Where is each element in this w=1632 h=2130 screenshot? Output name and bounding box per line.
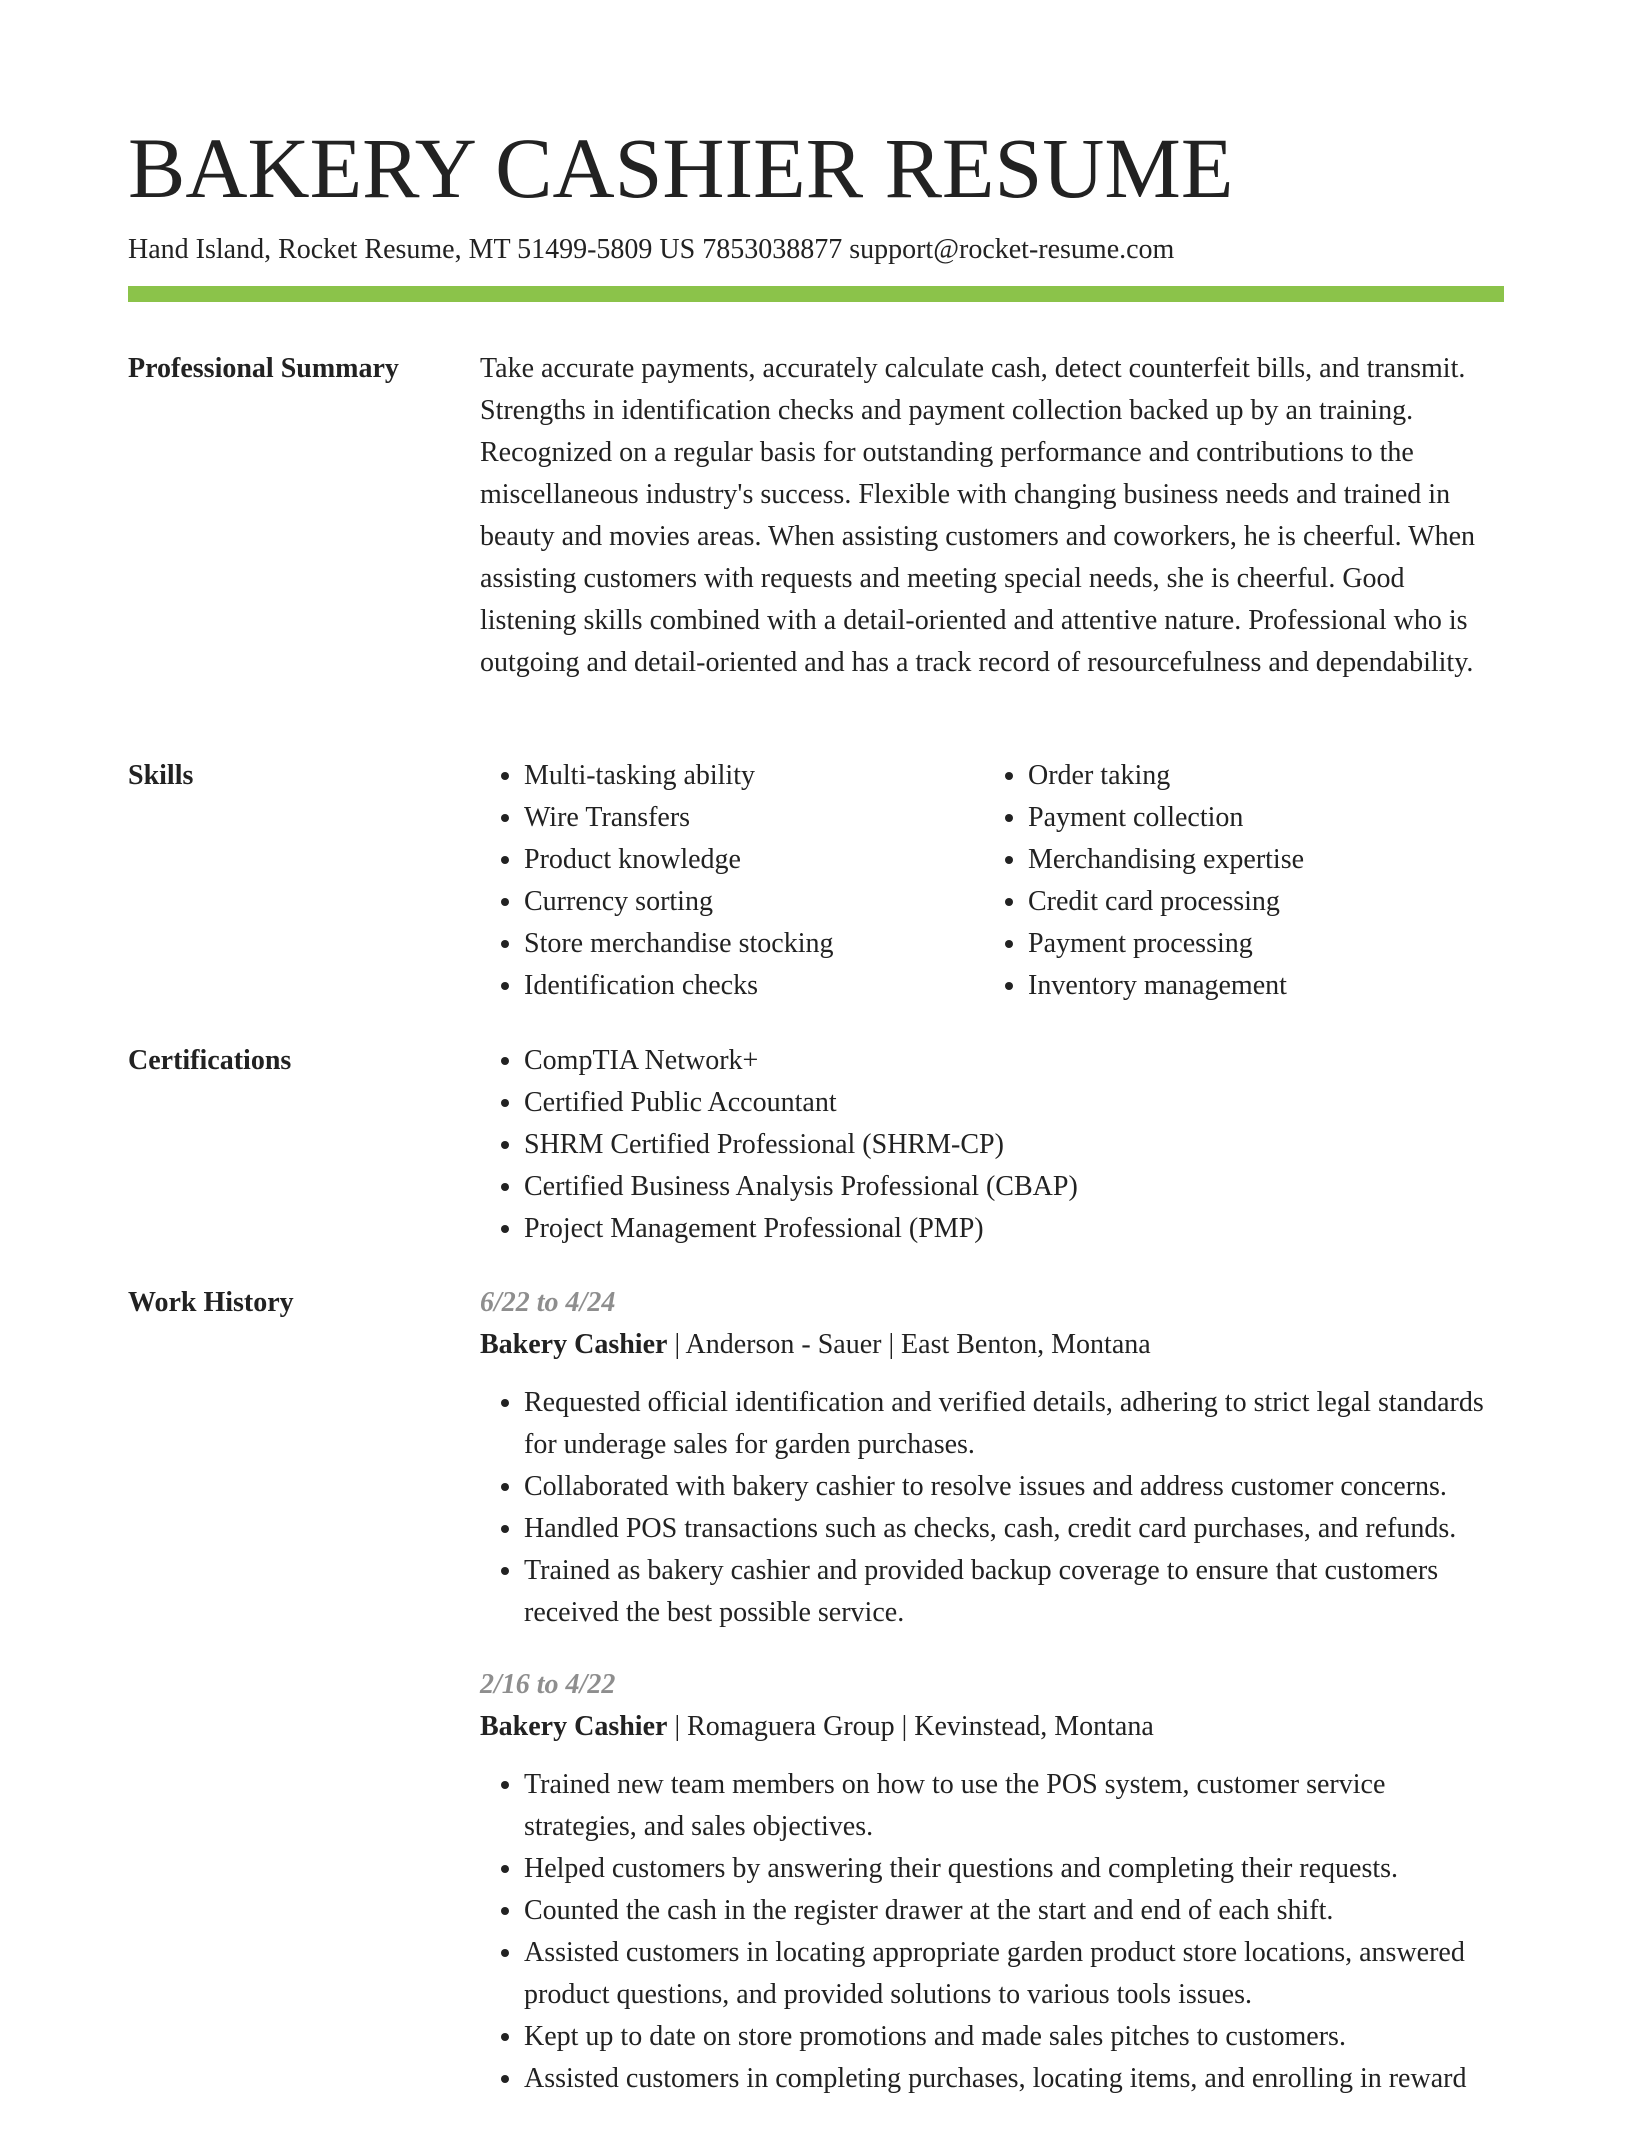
job-bullets [480,1382,1504,1634]
header-divider [128,286,1504,302]
skill-item: • Order taking [1028,755,1488,797]
job-bullet: • Helped customers by answering their questions and completing their requests. [524,1848,1504,1890]
job-bullets [480,1764,1504,2100]
job-bullet: • Collaborated with bakery cashier to resolve issues and address customer concerns. [524,1466,1504,1508]
skill-item: • Currency sorting [524,881,984,923]
skills-list-left [480,755,984,1007]
job-entry [480,1664,1504,2100]
skills-grid [480,755,1504,1007]
skill-item: • Product knowledge [524,839,984,881]
skills-list-right [984,755,1488,1007]
job-title: Bakery Cashier [480,1329,668,1360]
job-role-line [480,1324,1504,1366]
skill-item: • Inventory management [1028,965,1488,1007]
contact-line: Hand Island, Rocket Resume, MT 51499-5809 US 7853038877 support@rocket-resume.com [128,234,1175,265]
work-history-heading: Work History [128,1287,294,1318]
certification-item: • Certified Business Analysis Professional (CBAP) [524,1166,1504,1208]
skill-item: • Store merchandise stocking [524,923,984,965]
job-bullet: • Assisted customers in completing purchases, locating items, and enrolling in reward [524,2058,1504,2100]
job-bullet: • Handled POS transactions such as checks, cash, credit card purchases, and refunds. [524,1508,1504,1550]
job-bullet: • Requested official identification and verified details, adhering to strict legal standards for underage sales for garden purchases. [524,1382,1504,1466]
job-title: Bakery Cashier [480,1711,668,1742]
certifications-heading: Certifications [128,1045,292,1076]
resume-title: BAKERY CASHIER RESUME [128,120,1234,216]
job-employer-location: | Romaguera Group | Kevinstead, Montana [667,1711,1154,1742]
skill-item: • Credit card processing [1028,881,1488,923]
job-bullet: • Assisted customers in locating appropriate garden product store locations, answered product questions, and provided solutions to various tools issues. [524,1932,1504,2016]
skill-item: • Payment processing [1028,923,1488,965]
work-history-section [480,1282,1504,2130]
job-bullet: • Kept up to date on store promotions and made sales pitches to customers. [524,2016,1504,2058]
certifications-section [480,1040,1504,1250]
certification-item: • SHRM Certified Professional (SHRM-CP) [524,1124,1504,1166]
job-dates: 6/22 to 4/24 [480,1287,616,1318]
certification-item: • Certified Public Accountant [524,1082,1504,1124]
summary-text: Take accurate payments, accurately calculate cash, detect counterfeit bills, and transmit. Strengths in identification checks and payment collection backed up by an training. Recognized on a regular basis for outstanding performance and contributions to the miscellaneous industry's success. Flexible with changing business needs and trained in beauty and movies areas. When assisting customers and coworkers, he is cheerful. When assisting customers with requests and meeting special needs, she is cheerful. Good listening skills combined with a detail-oriented and attentive nature. Professional who is outgoing and detail-oriented and has a track record of resourcefulness and dependability. [480,353,1475,678]
skills-column-left [480,755,984,1007]
skills-column-right [984,755,1488,1007]
summary-section [480,348,1504,684]
job-entry [480,1282,1504,1634]
skill-item: • Payment collection [1028,797,1488,839]
certification-item: • CompTIA Network+ [524,1040,1504,1082]
skills-section [480,755,1504,1007]
skill-item: • Merchandising expertise [1028,839,1488,881]
job-bullet: • Trained new team members on how to use the POS system, customer service strategies, and sales objectives. [524,1764,1504,1848]
skill-item: • Wire Transfers [524,797,984,839]
job-role-line [480,1706,1504,1748]
job-dates: 2/16 to 4/22 [480,1669,616,1700]
summary-heading: Professional Summary [128,353,399,384]
certification-item: • Project Management Professional (PMP) [524,1208,1504,1250]
certifications-list [480,1040,1504,1250]
skill-item: • Multi-tasking ability [524,755,984,797]
job-employer-location: | Anderson - Sauer | East Benton, Montana [667,1329,1151,1360]
job-bullet: • Counted the cash in the register drawer at the start and end of each shift. [524,1890,1504,1932]
job-bullet: • Trained as bakery cashier and provided backup coverage to ensure that customers received the best possible service. [524,1550,1504,1634]
skills-heading: Skills [128,760,194,791]
skill-item: • Identification checks [524,965,984,1007]
